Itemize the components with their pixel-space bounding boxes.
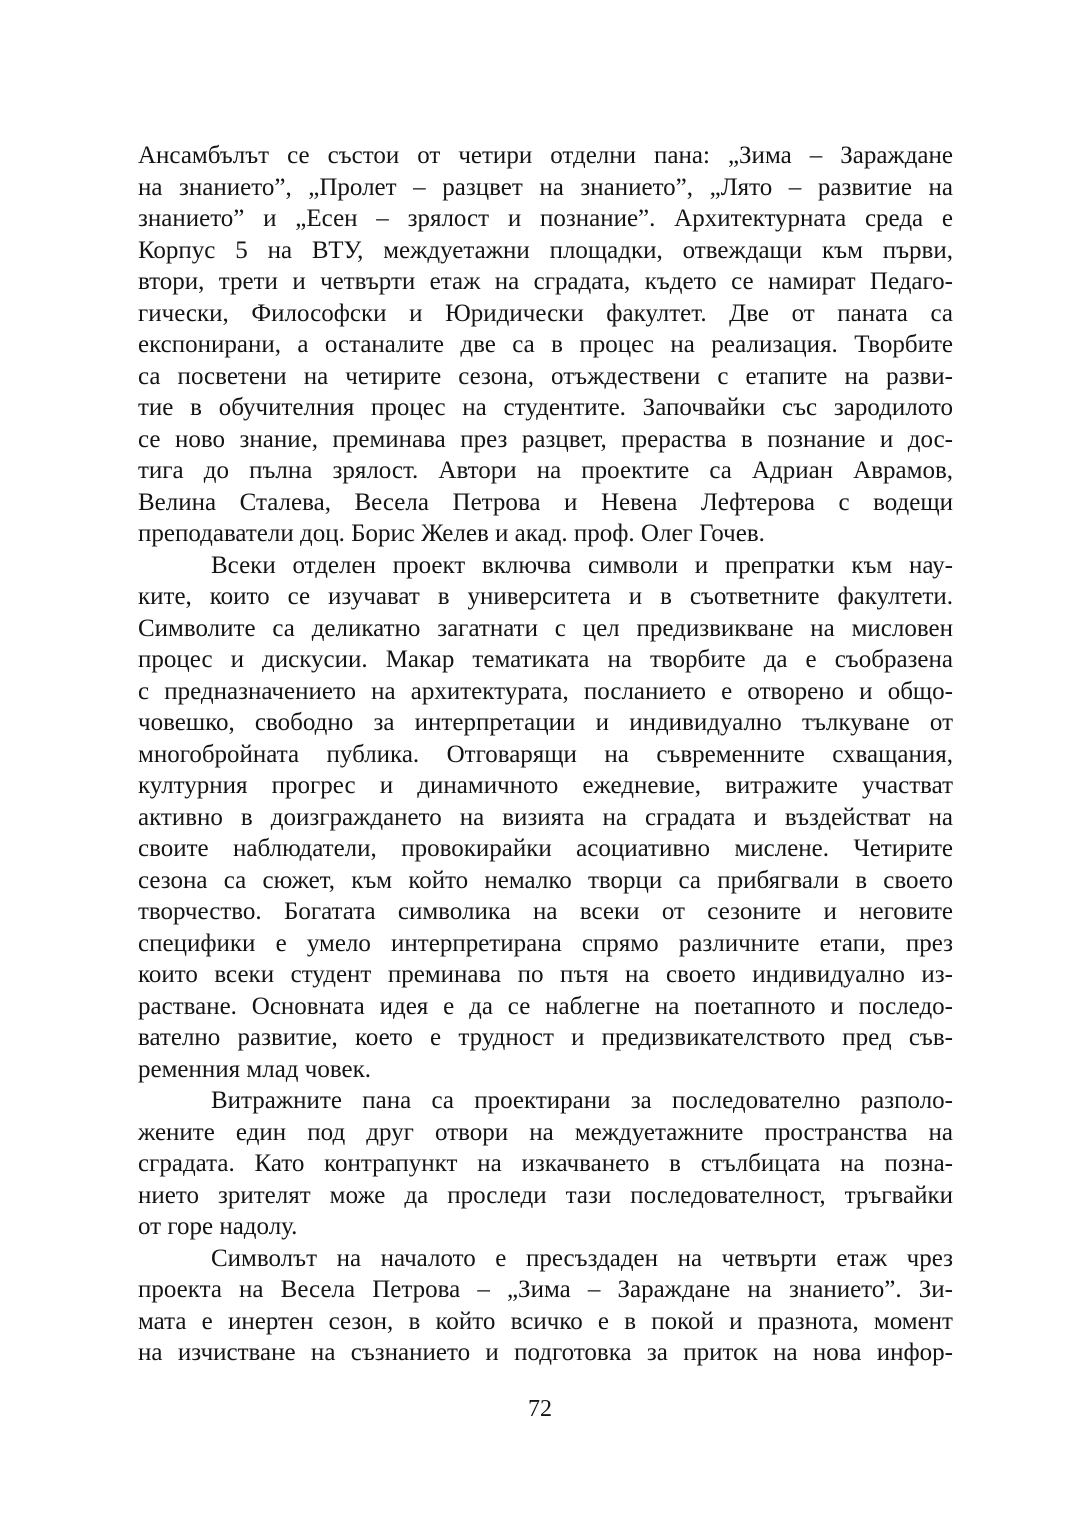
text-line: тига до пълна зрялост. Автори на проектите са Адриан Аврамов, [138, 457, 953, 484]
text-line: сградата. Като контрапункт на изкачването в стълбицата на позна- [138, 1150, 953, 1177]
text-line: специфики е умело интерпретирана спрямо различните етапи, през [138, 929, 953, 957]
text-line: Витражните пана са проектирани за последователно разполо- [211, 1087, 953, 1114]
text-line: тие в обучителния процес на студентите. Започвайки със зародилото [138, 394, 953, 421]
text-line: които всеки студент преминава по пътя на своето индивидуално из- [138, 961, 953, 988]
text-line: жените един под друг отвори на междуетажните пространства на [138, 1118, 953, 1146]
paragraph-3 [138, 1085, 953, 1243]
text-line: проекта на Весела Петрова – „Зима – Зараждане на знанието”. Зи- [138, 1276, 953, 1303]
text-line: растване. Основната идея е да се наблегне на поетапното и последо- [138, 992, 953, 1020]
text-line: на изчистване на съзнанието и подготовка за приток на нова инфор- [138, 1339, 953, 1366]
text-line: мата е инертен сезон, в който всичко е в покой и празнота, момент [138, 1307, 953, 1335]
text-line: Велина Сталева, Весела Петрова и Невена Лефтерова с водещи [138, 488, 953, 516]
page-number: 72 [528, 1396, 552, 1422]
text-line: Символът на началото е пресъздаден на четвърти етаж чрез [211, 1244, 953, 1272]
text-line: са посветени на четирите сезона, отъждествени с етапите на разви- [138, 362, 953, 390]
paragraph-1 [138, 140, 953, 550]
text-line: знанието” и „Есен – зрялост и познание”. Архитектурната среда е [138, 205, 953, 232]
text-line: активно в доизграждането на визията на сградата и въздействат на [138, 803, 953, 831]
text-line: от горе надолу. [138, 1213, 298, 1240]
paragraph-4 [138, 1243, 953, 1369]
text-line: многобройната публика. Отговарящи на съвременните схващания, [138, 740, 953, 768]
text-line: гически, Философски и Юридически факултет. Две от паната са [138, 299, 953, 327]
text-line: се ново знание, преминава през разцвет, прераства в познание и дос- [138, 425, 953, 453]
text-line: преподаватели доц. Борис Желев и акад. проф. Олег Гочев. [138, 520, 765, 547]
text-line: експонирани, а останалите две са в процес на реализация. Творбите [138, 331, 953, 358]
text-line: културния прогрес и динамичното ежедневие, витражите участват [138, 772, 953, 799]
text-line: вателно развитие, което е трудност и предизвикателството пред съв- [138, 1024, 953, 1051]
text-line: своите наблюдатели, провокирайки асоциативно мислене. Четирите [138, 835, 953, 862]
text-line: ременния млад човек. [138, 1055, 371, 1083]
paragraph-2 [138, 550, 953, 1086]
text-line: сезона са сюжет, към който немалко творци са прибягвали в своето [138, 866, 953, 894]
text-line: нието зрителят може да проследи тази последователност, тръгвайки [138, 1181, 953, 1209]
text-line: ките, които се изучават в университета и в съответните факултети. [138, 583, 953, 610]
text-line: творчество. Богатата символика на всеки от сезоните и неговите [138, 898, 953, 925]
text-line: процес и дискусии. Макар тематиката на творбите да е съобразена [138, 646, 953, 673]
text-line: Ансамбълът се състои от четири отделни пана: „Зима – Зараждане [138, 142, 953, 169]
text-line: втори, трети и четвърти етаж на сградата, където се намират Педаго- [138, 268, 953, 295]
text-line: Корпус 5 на ВТУ, междуетажни площадки, отвеждащи към първи, [138, 236, 953, 264]
text-line: човешко, свободно за интерпретации и индивидуално тълкуване от [138, 709, 953, 736]
text-line: Символите са деликатно загатнати с цел предизвикване на мисловен [138, 614, 953, 642]
text-line: на знанието”, „Пролет – разцвет на знанието”, „Лято – развитие на [138, 173, 953, 201]
text-line: Всеки отделен проект включва символи и препратки към нау- [211, 551, 953, 579]
body-text [138, 140, 953, 1369]
text-line: с предназначението на архитектурата, посланието е отворено и общо- [138, 677, 953, 705]
